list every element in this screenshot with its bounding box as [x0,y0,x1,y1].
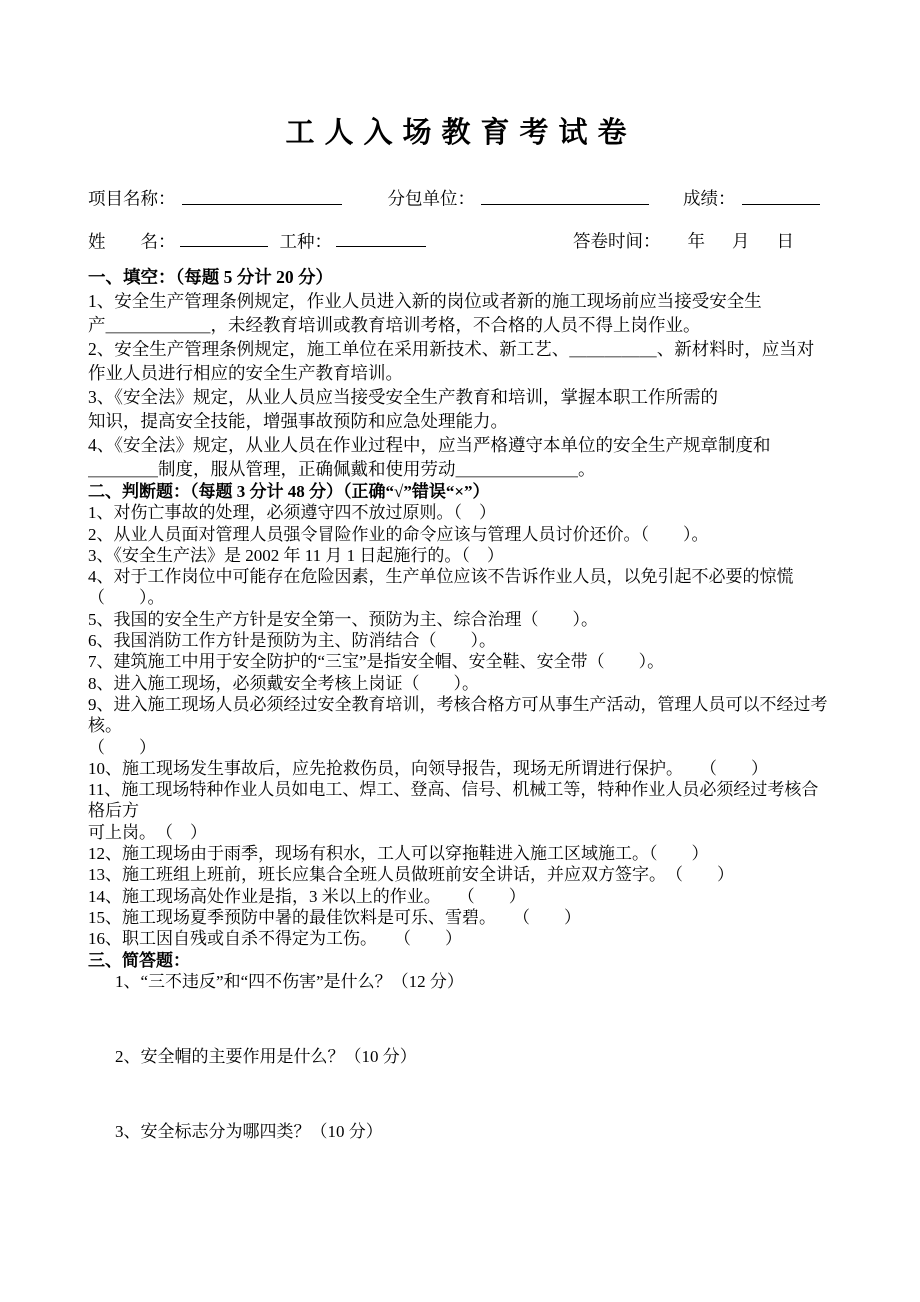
answer-time-label: 答卷时间： [573,231,661,251]
exam-content [88,265,834,1143]
header-row-project [88,186,834,211]
field-name [88,229,268,254]
section-short-answer [88,950,834,1143]
year-label: 年 [687,231,705,251]
field-trade [280,229,427,254]
field-score [683,186,820,211]
question-line: （ ） [88,737,156,757]
question-line: 6、我国消防工作方针是预防为主、防消结合（ ）。 [88,631,496,651]
score-blank [742,186,820,205]
project-name-blank [182,186,342,205]
field-project-name [88,186,342,211]
question-line: 1、安全生产管理条例规定，作业人员进入新的岗位或者新的施工现场前应当接受安全生 [88,291,762,311]
subcontractor-blank [481,186,649,205]
question-line: 15、施工现场夏季预防中暑的最佳饮料是可乐、雪碧。 （ ） [88,907,581,927]
question-line: 4、对于工作岗位中可能存在危险因素，生产单位应该不告诉作业人员，以免引起不必要的惊慌（ ）。 [88,567,794,608]
question-line: 9、进入施工现场人员必须经过安全教育培训，考核合格方可从事生产活动，管理人员可以不经过考核。 [88,694,828,736]
question-line: 作业人员进行相应的安全生产教育培训。 [88,363,403,383]
header-row-name [88,229,834,254]
trade-label: 工种： [279,231,332,251]
question-line: 1、对伤亡事故的处理，必须遵守四不放过原则。（ ） [88,503,496,523]
field-subcontractor [388,186,650,211]
name-label: 姓 名： [88,231,176,251]
section-heading-short-answer: 三、简答题： [88,950,190,970]
section-true-false [88,481,834,950]
question-line: 3、《安全生产法》是 2002 年 11 月 1 日起施行的。（ ） [88,545,504,565]
question-line: 8、进入施工现场，必须戴安全考核上岗证（ ）。 [88,673,479,693]
trade-blank [336,229,426,248]
field-answer-date [573,229,794,253]
question-line: 1、“三不违反”和“四不伤害”是什么？（12 分） [115,971,464,991]
page-title: 工人入场教育考试卷 [285,117,637,149]
question-line: 2、安全生产管理条例规定，施工单位在采用新技术、新工艺、＿＿＿＿＿、新材料时，应当对 [88,339,815,359]
day-label: 日 [776,231,794,251]
question-line: 7、建筑施工中用于安全防护的“三宝”是指安全帽、安全鞋、安全带（ ）。 [88,652,665,672]
project-name-label: 项目名称： [88,188,176,209]
section-fill-in [88,265,834,481]
question-line: 10、施工现场发生事故后，应先抢救伤员，向领导报告，现场无所谓进行保护。 （ ） [88,758,768,778]
question-line: 3、《安全法》规定，从业人员应当接受安全生产教育和培训，掌握本职工作所需的 [88,387,718,407]
question-line: 知识，提高安全技能，增强事故预防和应急处理能力。 [88,411,508,431]
subcontractor-label: 分包单位： [387,188,475,209]
question-line: 14、施工现场高处作业是指，3 米以上的作业。 （ ） [88,886,526,906]
name-blank [180,229,268,248]
question-line: 可上岗。 （ ） [88,822,207,842]
question-line: 16、职工因自残或自杀不得定为工伤。 （ ） [88,929,462,949]
question-line: ＿＿＿＿制度，服从管理，正确佩戴和使用劳动＿＿＿＿＿＿＿。 [88,459,596,479]
question-line: 2、从业人员面对管理人员强令冒险作业的命令应该与管理人员讨价还价。（ ）。 [88,524,709,544]
section-heading-true-false: 二、判断题：（每题 3 分计 48 分）（正确“√”错误“×”） [88,482,490,501]
month-label: 月 [732,231,750,251]
question-line: 5、我国的安全生产方针是安全第一、预防为主、综合治理（ ）。 [88,609,598,629]
question-line: 4、《安全法》规定，从业人员在作业过程中，应当严格遵守本单位的安全生产规章制度和 [88,435,771,455]
question-line: 产＿＿＿＿＿＿，未经教育培训或教育培训考格，不合格的人员不得上岗作业。 [88,315,701,335]
question-line: 2、安全帽的主要作用是什么？（10 分） [115,1047,417,1067]
section-heading-fill-in: 一、填空：（每题 5 分计 20 分） [88,267,333,287]
score-label: 成绩： [683,188,736,209]
question-line: 13、施工班组上班前，班长应集合全班人员做班前安全讲话，并应双方签字。 （ ） [88,865,734,885]
question-line: 11、施工现场特种作业人员如电工、焊工、登高、信号、机械工等，特种作业人员必须经过考核合格后方 [88,780,819,821]
question-line: 3、安全标志分为哪四类？（10 分） [115,1122,383,1142]
question-line: 12、施工现场由于雨季，现场有积水，工人可以穿拖鞋进入施工区域施工。（ ） [88,844,709,864]
